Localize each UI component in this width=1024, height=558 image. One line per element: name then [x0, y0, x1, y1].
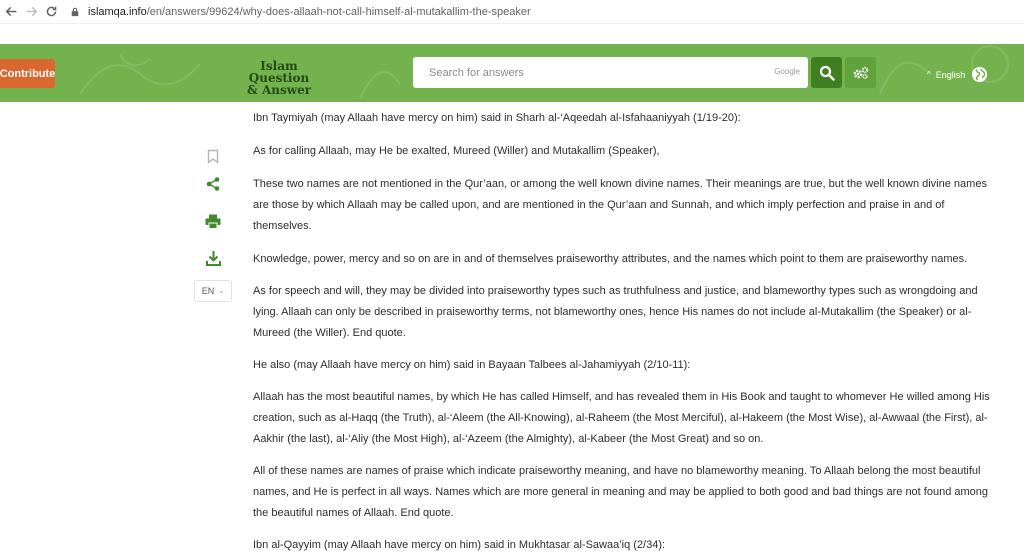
chevron-down-icon: ⌄ — [218, 288, 225, 295]
url-path: /en/answers/99624/why-does-allaah-not-call-himself-al-mutakallim-the-speaker — [146, 5, 531, 18]
article-paragraph: Knowledge, power, mercy and so on are in and of themselves praiseworthy attributes, and the names which point to them are praiseworthy names. — [253, 253, 968, 265]
logo-line-1: Islam Question — [248, 59, 310, 85]
print-button[interactable] — [202, 210, 224, 232]
gears-icon — [852, 65, 870, 81]
download-button[interactable] — [202, 247, 224, 269]
address-bar[interactable] — [88, 6, 531, 18]
search-button[interactable] — [811, 57, 842, 88]
share-button[interactable] — [202, 173, 224, 195]
language-select-value: EN — [201, 286, 215, 296]
globe-icon — [971, 66, 988, 83]
article-paragraph: Allaah has the most beautiful names, by which He has called Himself, and has revealed them in His Book and taught to whomever He willed among His creation, such as al-Haqq (the Truth), al-‘Aleem (the All-Knowing), al-Raheem (the Most Merciful), al-Hakeem (the Most Wise), al-Awwaal (the First), al-Aakhir (the last), al-‘Aliy (the Most High), al-‘Azeem (the Almighty), al-Kabeer (the Most Great) and so on. — [253, 391, 990, 445]
print-icon — [205, 214, 221, 229]
site-logo[interactable] — [232, 60, 326, 96]
search-settings-button[interactable] — [845, 57, 876, 88]
browser-toolbar — [0, 0, 1024, 24]
search-icon — [819, 65, 835, 81]
article-paragraph: Ibn Taymiyah (may Allaah have mercy on him) said in Sharh al-‘Aqeedah al-Isfahaaniyyah (1/19-20): — [253, 112, 741, 124]
article-paragraph: Ibn al-Qayyim (may Allaah have mercy on him) said in Mukhtasar al-Sawaa’iq (2/34): — [253, 539, 666, 551]
url-host: islamqa.info — [88, 5, 147, 18]
search-input[interactable] — [429, 67, 749, 79]
bookmark-icon — [207, 149, 219, 164]
article-paragraph: All of these names are names of praise which indicate praiseworthy meaning, and have no blameworthy meaning. To Allaah belong the most beautiful names, and He is perfect in all ways. Names which are more general in meaning and may be applied to both good and bad things are not found among the beautiful names of Allaah. End quote. — [253, 465, 989, 519]
share-icon — [205, 176, 221, 192]
contribute-button[interactable]: Contribute — [0, 59, 55, 88]
article-paragraph: As for speech and will, they may be divided into praiseworthy types such as truthfulness and justice, and blameworthy types such as wrongdoing and lying. Allaah can only be described in praiseworthy terms, not blameworthy ones, hence His names do not include al-Mutakallim (the Speaker) or al-Mureed (the Willer). End quote. — [253, 285, 978, 339]
article-paragraph: These two names are not mentioned in the Qur’aan, or among the well known divine names. Their meanings are true, but the well known divine names are those by which Allaah may be called upon, and are mentioned in the Qur’aan and Sunnah, and which imply perfection and praise in and of themselves. — [253, 178, 987, 232]
language-switcher[interactable] — [927, 66, 988, 83]
reload-icon — [45, 5, 58, 18]
article-body — [253, 108, 1001, 556]
reload-button[interactable] — [42, 3, 60, 21]
search-box — [413, 57, 808, 88]
lock-icon[interactable] — [70, 6, 82, 18]
google-label: Google — [774, 67, 800, 76]
forward-button[interactable] — [22, 3, 40, 21]
bookmark-button[interactable] — [202, 145, 224, 167]
site-header — [0, 44, 1024, 102]
download-icon — [206, 250, 221, 266]
back-button[interactable] — [2, 3, 20, 21]
language-label: English — [935, 69, 966, 80]
article-paragraph: As for calling Allaah, may He be exalted, Mureed (Willer) and Mutakallim (Speaker), — [253, 145, 660, 157]
back-arrow-icon — [5, 5, 18, 18]
logo-line-2: & Answer — [246, 83, 312, 97]
article-paragraph: He also (may Allaah have mercy on him) said in Bayaan Talbees al-Jahamiyyah (2/10-11): — [253, 359, 691, 371]
language-select[interactable] — [194, 280, 232, 302]
chevron-up-icon: ^ — [927, 70, 931, 79]
forward-arrow-icon — [25, 5, 38, 18]
